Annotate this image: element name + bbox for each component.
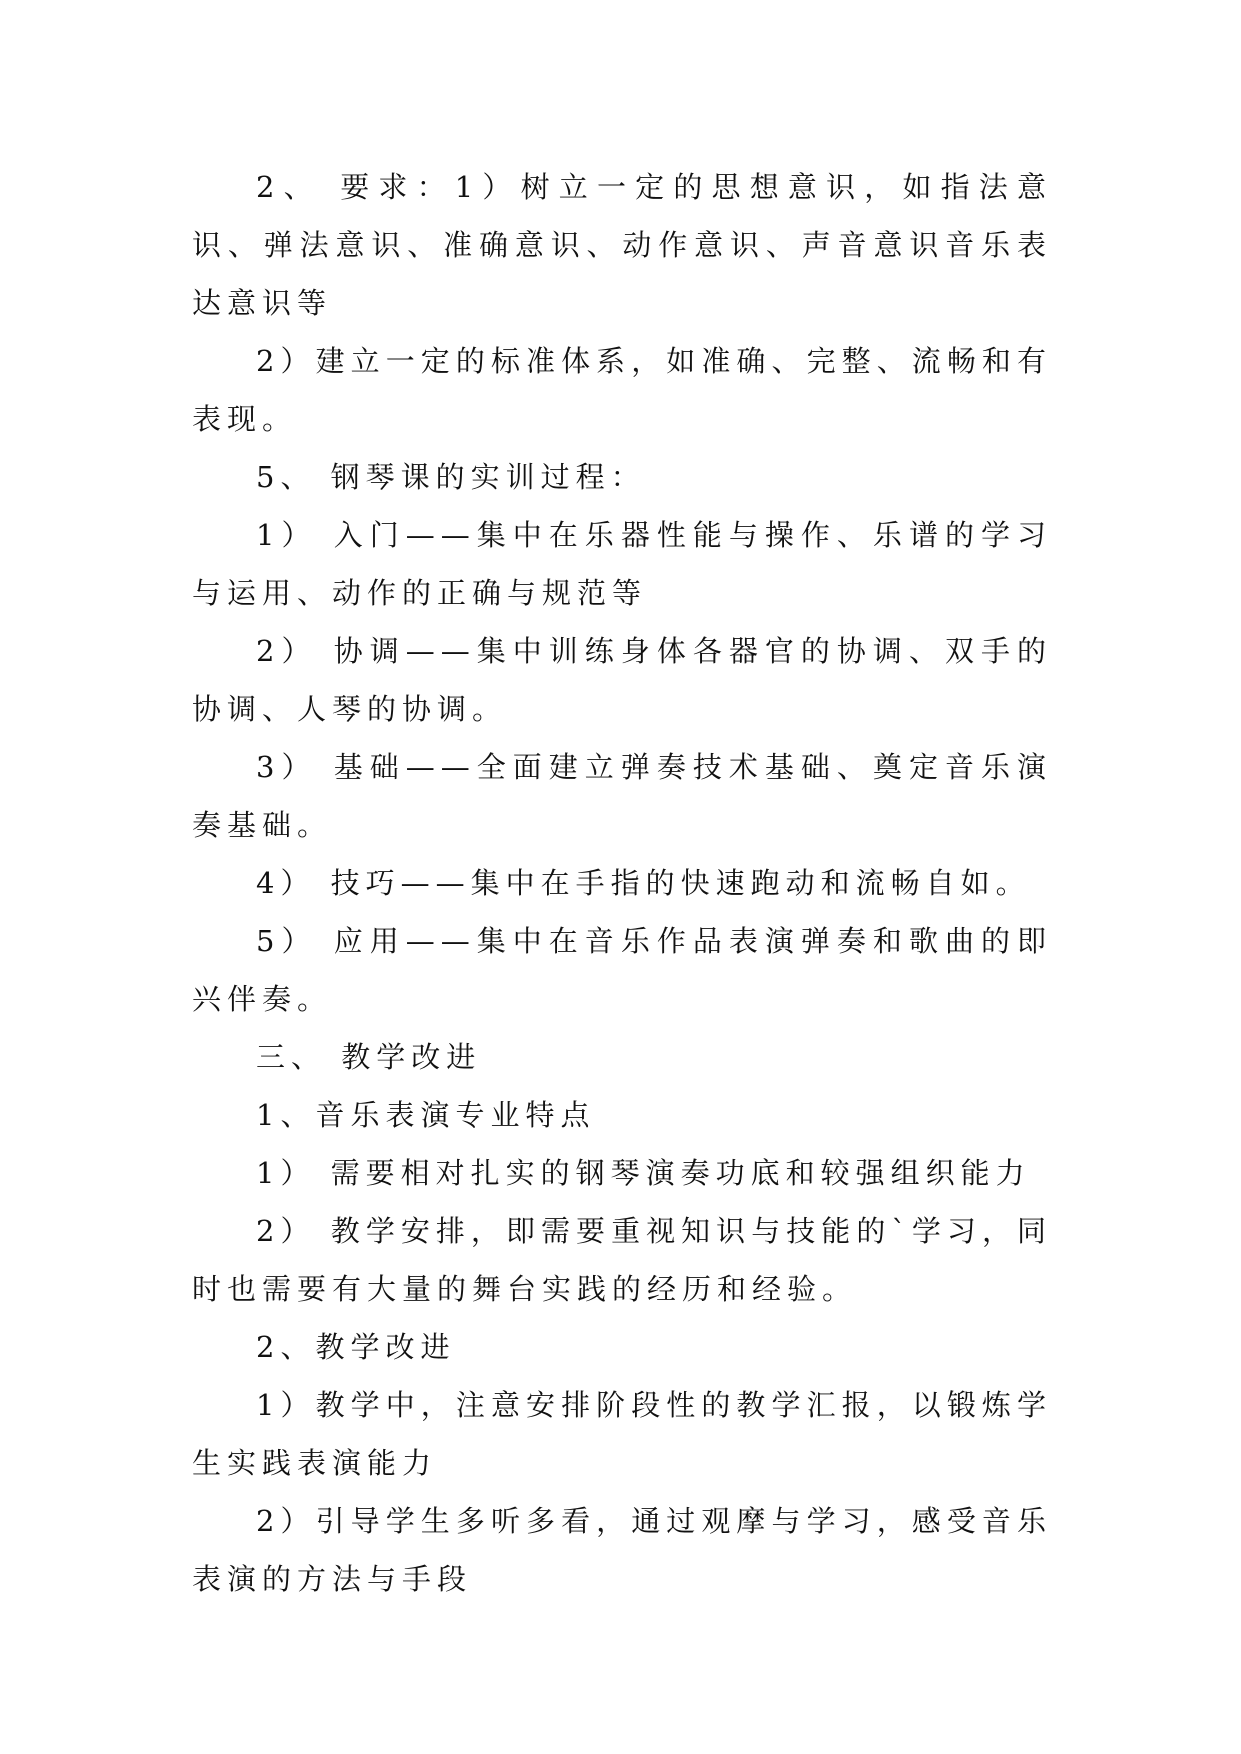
paragraph-training-process-heading: 5、 钢琴课的实训过程： (256, 460, 646, 494)
paragraph-feature-arrangement: 2） 教学安排，即需要重视知识与技能的`学习，同时也需要有大量的舞台实践的经历和经验。 (192, 1214, 1052, 1306)
document-body (192, 158, 1052, 1608)
paragraph-standard-system: 2）建立一定的标准体系，如准确、完整、流畅和有表现。 (192, 344, 1052, 436)
subheading-improvement: 2、教学改进 (256, 1330, 456, 1364)
paragraph-requirements: 2、 要求：1）树立一定的思想意识，如指法意识、弹法意识、准确意识、动作意识、声音意识音乐表达意识等 (192, 170, 1052, 320)
subheading-major-features: 1、音乐表演专业特点 (256, 1098, 596, 1132)
paragraph-feature-skills: 1） 需要相对扎实的钢琴演奏功底和较强组织能力 (256, 1156, 1031, 1190)
paragraph-stage-application: 5） 应用——集中在音乐作品表演弹奏和歌曲的即兴伴奏。 (192, 924, 1052, 1016)
paragraph-improvement-reports: 1）教学中，注意安排阶段性的教学汇报，以锻炼学生实践表演能力 (192, 1388, 1052, 1480)
paragraph-stage-entry: 1） 入门——集中在乐器性能与操作、乐谱的学习与运用、动作的正确与规范等 (192, 518, 1052, 610)
paragraph-stage-technique: 4） 技巧——集中在手指的快速跑动和流畅自如。 (256, 866, 1031, 900)
paragraph-stage-foundation: 3） 基础——全面建立弹奏技术基础、奠定音乐演奏基础。 (192, 750, 1052, 842)
paragraph-stage-coordination: 2） 协调——集中训练身体各器官的协调、双手的协调、人琴的协调。 (192, 634, 1052, 726)
section-heading-teaching-improvement: 三、 教学改进 (256, 1040, 482, 1074)
paragraph-improvement-observation: 2）引导学生多听多看，通过观摩与学习，感受音乐表演的方法与手段 (192, 1504, 1052, 1596)
